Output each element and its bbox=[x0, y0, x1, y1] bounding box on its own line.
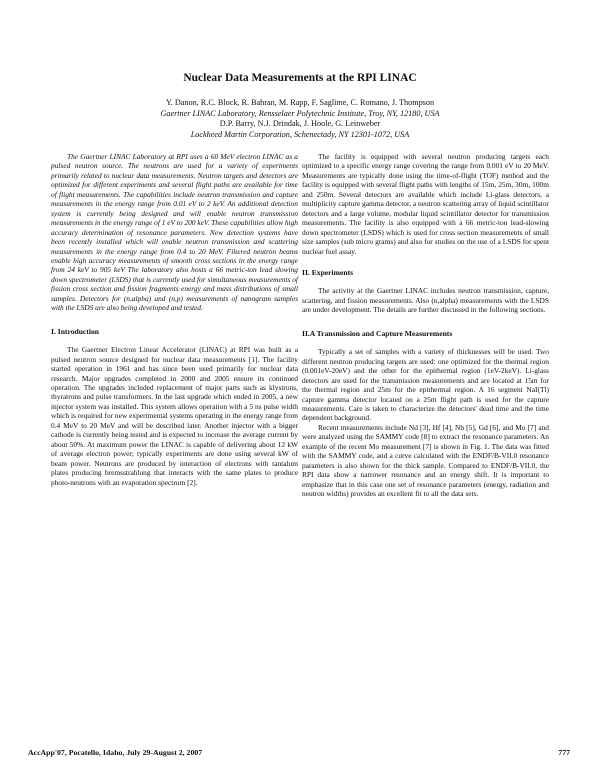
left-column bbox=[51, 152, 298, 487]
affiliation-1: Gaertner LINAC Laboratory, Rensselaer Polytechnic Institute, Troy, NY, 12180, USA bbox=[160, 108, 440, 118]
experiments-paragraph-1: The activity at the Gaertner LINAC includes neutron transmission, capture, scattering, and fission measurements. Also (n,alpha) measurements with the LSDS are under development. The details are further discussed in the following sections. bbox=[302, 286, 549, 315]
intro-paragraph-1: The Gaertner Electron Linear Accelerator (LINAC) at RPI was built as a pulsed neutron source designed for nuclear data measurements [1]. The facility started operation in 1961 and has since been used primarily for nuclear data research. Major upgrades completed in 2000 and 2005 ensure its continued operation. The upgrades included replacement of major parts such as klystrons, thyratrons and pulse transformers. In the last upgrade which ended in 2005, a new injector system was installed. This system allows operation with a 5 ns pulse width which is required for new experimental systems operating in the energy range from 0.4 MeV to 20 MeV and will be described later. Another injector with a bigger cathode is currently being tested and is expected to increase the average current by about 50%. At maximum power the LINAC is capable of delivering about 12 kW of average electron power; typically experiments are done using several kW of beam power. Neutrons are produced by interaction of electrons with tantalum plates producing bremsstrahlung that interacts with the same plates to produce photo-neutrons with an evaporation spectrum [2]. bbox=[51, 345, 298, 487]
authors-line-1: Y. Danon, R.C. Block, R. Bahran, M. Rapp, F. Saglime, C. Romano, J. Thompson bbox=[165, 98, 435, 107]
abstract: The Gaertner LINAC Laboratory at RPI uses a 60 MeV electron LINAC as a pulsed neutron source. The neutrons are used for a variety of experiments primarily related to nuclear data measurements. Neutron targets and detectors are optimized for different experiments and several flight paths are available for time of flight measurements. The capabilities include neutron transmission and capture measurements in the energy range from 0.01 eV to 2 keV. An additional detection system is currently being designed and will enable neutron transmission measurements in the energy range of 1 eV to 200 keV. These capabilities allow high accuracy determination of resonance parameters. New detection systems have been recently installed which will enable neutron transmission and scattering measurements in the energy range from 0.4 to 20 MeV. Filtered neutron beams enable high accuracy measurements of smooth cross sections in the energy range from 24 keV to 905 keV The laboratory also hosts a 66 metric-ton lead slowing down spectrometer (LSDS) that is currently used for simultaneous measurements of fission cross section and fission fragments energy and mass distributions of small samples. Detectors for (n,alpha) and (n,p) measurements of nanogram samples with the LSDS are also being developed and tested. bbox=[51, 152, 298, 313]
affiliation-2: Lockheed Martin Corporation, Schenectady, NY 12301-1072, USA bbox=[190, 129, 410, 139]
author-block bbox=[60, 98, 540, 140]
transmission-paragraph-1: Typically a set of samples with a variety of thicknesses will be used. Two different neutron producing targets are used: one optimized for the thermal region (0.001eV-20eV) and the other for the epithermal region (1eV-2keV). Li-glass detectors are used for the transmission measurements and are located at 15m for the thermal region and 25m for the epithermal region. A 16 segment NaI(Tl) capture gamma detector located on a 25m flight path is used for the capture measurements. Care is taken to characterize the detectors' dead time and the time dependent background. bbox=[302, 347, 549, 423]
section-heading-transmission-capture: II.A Transmission and Capture Measurements bbox=[302, 328, 453, 338]
section-heading-experiments: II. Experiments bbox=[302, 267, 354, 277]
paper-title: Nuclear Data Measurements at the RPI LINAC bbox=[183, 72, 417, 84]
section-heading-introduction: I. Introduction bbox=[51, 326, 99, 336]
authors-line-2: D.P. Barry, N.J. Drindak, J. Hoole, G. Leinweber bbox=[219, 119, 381, 128]
intro-paragraph-2: The facility is equipped with several neutron producing targets each optimized to a specific energy range covering the range from 0.001 eV to 20 MeV. Measurements are typically done using the time-of-flight (TOF) method and the facility is equipped with several flight paths with lengths of 15m, 25m, 30m, 100m and 250m. Several detectors are available which include Li-glass detectors, a multiplicity capture gamma detector, a neutron scattering array of liquid scintillator detectors and a large volume, modular liquid scintillator detector for transmission measurements. The facility is also equipped with a 66 metric-ton lead-slowing down spectrometer (LSDS) which is used for cross section measurements of small size samples (sub micro grams) and also for studies on the use of a LSDS for spent nuclear fuel assay. bbox=[302, 152, 549, 256]
page-number: 777 bbox=[558, 748, 570, 757]
right-column bbox=[302, 152, 549, 499]
transmission-paragraph-2: Recent measurements include Nd [3], Hf [4], Nb [5], Gd [6], and Mo [7] and were analyzed using the SAMMY code [8] to extract the resonance parameters. An example of the recent Mo measurement [7] is shown in Fig. 1. The data was fitted with the SAMMY code, and a curve calculated with the ENDF/B-VII.0 resonance parameters is also shown for the thick sample. Compared to ENDF/B-VII.0, the RPI data show a narrower resonance and an energy shift. It is important to emphasize that in this case one set of resonance parameters (energy, radiation and neutron widths) provides an excellent fit to all the data sets. bbox=[302, 422, 549, 499]
conference-footer: AccApp'07, Pocatello, Idaho, July 29-August 2, 2007 bbox=[28, 748, 203, 757]
